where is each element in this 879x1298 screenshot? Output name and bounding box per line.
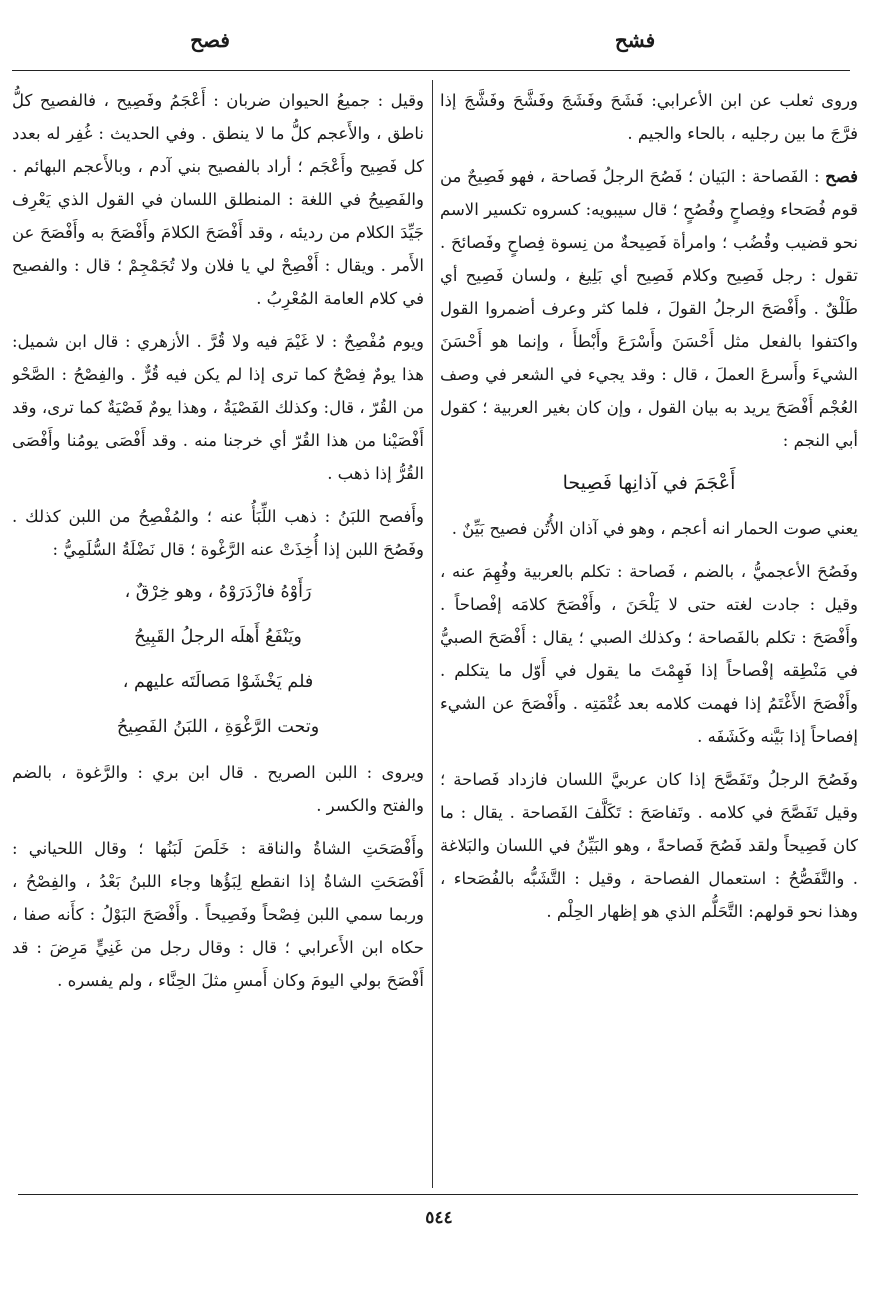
poetry-verse: ويَنْفَعُ أَهلَه الرجلُ القَبِيحُ <box>134 627 302 647</box>
entry-paragraph: يعني صوت الحمار انه أعجم ، وهو في آذان الأُتُن فصيح بَيِّنٌ . <box>451 519 858 538</box>
footer-rule <box>18 1194 858 1195</box>
entry-paragraph: وفَصُحَ الرجلُ وتَفَصَّحَ إذا كان عربيَّ اللسان فازداد فَصاحة ؛ وقيل تَفَصَّحَ في كلامه . وتَفاصَحَ : تَكَلَّفَ الفَصاحة . يقال : ما كان فَصِيحاً ولقد فَصُحَ فَصاحةً ، وهو البَيِّنُ في اللسان والبَلاغة . والتَّفَصُّحُ : استعمال الفصاحة ، وقيل : التَّشَبُّه بالفُصَحاء ، وهذا نحو قولهم: التَّحَلُّم الذي هو إظهار الحِلْم . <box>440 770 858 921</box>
entry-paragraph: وروى ثعلب عن ابن الأعرابي: فَشَحَ وفَشَجَ وفَشَّحَ وفَشَّجَ إذا فرَّجَ ما بين رجليه ، بالحاء والجيم . <box>440 91 858 143</box>
column-divider <box>432 80 433 1188</box>
running-header-left: فصح <box>190 28 230 52</box>
page-number: ٥٤٤ <box>425 1208 453 1228</box>
headword: فصح <box>825 167 858 186</box>
poetry-verse: رَأَوْهُ فازْدَرَوْهُ ، وهو خِرْقٌ ، <box>124 582 312 602</box>
running-header-right: فشح <box>614 28 656 52</box>
entry-paragraph: وأَفْصَحَتِ الشاةُ والناقة : خَلَصَ لَبَنُها ؛ وقال اللحياني : أَفْصَحَتِ الشاةُ إذا انقطع لِبَؤُها وجاء اللبنُ بَعْدُ ، والفِصْحُ ، وربما سمي اللبن فِصْحاً وفَصِيحاً . وأَفْصَحَ البَوْلُ : كأَنه صفا ، حكاه ابن الأَعرابي ؛ قال : وقال رجل من غَنِيٍّ مَرِضَ : قد أَفْصَحَ بولي اليومَ وكان أَمسِ مثلَ الحِنَّاء ، ولم يفسره . <box>12 839 424 990</box>
entry-text: : الفَصاحة : البَيان ؛ فَصُحَ الرجلُ فَصاحة ، فهو فَصِيحٌ من قوم فُصَحاء وفِصاحٍ وفُصُحٍ ؛ قال سيبويه: كسروه تكسير الاسم نحو قضيب وقُضُب ؛ وامرأة فَصِيحةٌ من نِسوة فِصاحٍ وفَصائحَ . تقول : رجل فَصِيح وكلام فَصِيح أي بَلِيغ ، ولسان فَصِيح أي طَلْقٌ . وأَفْصَحَ الرجلُ القولَ ، فلما كثر وعرف أضمروا القول واكتفوا بالفعل مثل أَحْسَنَ وأَسْرَعَ وأَبْطأَ ، وإنما هو أَحْسَنَ الشيءَ وأَسرعَ العملَ ، قال : وقد يجيء في الشعر في وصف العُجْم أَفْصَحَ يريد به بيان القول ، وإن كان بغير العربية ؛ كقول أبي النجم : <box>440 167 858 450</box>
right-column <box>440 84 858 1189</box>
entry-paragraph: وأَفصح اللبَنُ : ذهب اللِّبَأُ عنه ؛ والمُفْصِحُ من اللبن كذلك . وفَصُحَ اللبن إذا أُخِذَتْ عنه الرَّغْوة ؛ قال نَضْلَةُ السُّلَمِيُّ : <box>12 507 424 559</box>
entry-paragraph: ويوم مُفْصِحٌ : لا غَيْمَ فيه ولا قُرَّ . الأزهري : قال ابن شميل: هذا يومٌ فِصْحٌ كما ترى إذا لم يكن فيه قُرٌّ . والفِصْحُ : الصَّحْو من القُرّ ، قال: وكذلك الفَصْيَةُ ، وهذا يومٌ فَصْيَةٌ كما ترى، وقد أَفْصَيْنا من هذا القُرّ أي خرجنا منه . وقد أَفْصَى يومُنا وأَفْصَى القُرُّ إذا ذهب . <box>12 332 424 483</box>
poetry-verse: وتحت الرَّغْوَةِ ، اللبَنُ الفَصِيحُ <box>116 717 320 737</box>
entry-paragraph <box>440 160 858 457</box>
entry-paragraph: ويروى : اللبن الصريح . قال ابن بري : والرَّغوة ، بالضم والفتح والكسر . <box>12 763 424 815</box>
header-rule <box>12 70 850 71</box>
left-column <box>12 84 424 1189</box>
entry-paragraph: وقيل : جميعُ الحيوان ضربان : أَعْجَمُ وفَصِيح ، فالفصيح كلُّ ناطق ، والأَعجم كلُّ ما لا ينطق . وفي الحديث : غُفِر له بعدد كل فَصِيح وأَعْجَم ؛ أراد بالفصيح بني آدم ، وبالأَعجم البهائم . والفَصِيحُ في اللغة : المنطلق اللسان في القول الذي يَعْرِف جَيِّدَ الكلام من رديئه ، وقد أَفْصَحَ الكلامَ وأَفْصَحَ به وأَفْصَحَ عن الأَمر . ويقال : أَفْصِحْ لي يا فلان ولا تُجَمْجِمْ ؛ قال : والفصيح في كلام العامة المُعْرِبُ . <box>12 91 424 308</box>
entry-paragraph: وفَصُحَ الأعجميُّ ، بالضم ، فَصاحة : تكلم بالعربية وفُهِمَ عنه ، وقيل : جادت لغته حتى لا يَلْحَنَ ، وأَفْصَحَ كلامَه إفْصاحاً . وأَفْصَحَ : تكلم بالفَصاحة ؛ وكذلك الصبي ؛ يقال : أَفْصَحَ الصبيُّ في مَنْطِقه إفْصاحاً إذا فَهِمْتَ ما يقول في أَوّل ما يتكلم . وأَفْصَحَ الأَغْتَمُ إذا فهمت كلامه بعد غُتْمَتِه . وأَفْصَحَ عن الشيء إفصاحاً إذا بَيَّنه وكَشَفَه . <box>440 562 858 746</box>
poetry-verse: فلم يَخْشَوْا مَصالَتَه عليهم ، <box>122 672 314 692</box>
poetry-verse: أَعْجَمَ في آذانِها فَصِيحا <box>562 472 736 494</box>
